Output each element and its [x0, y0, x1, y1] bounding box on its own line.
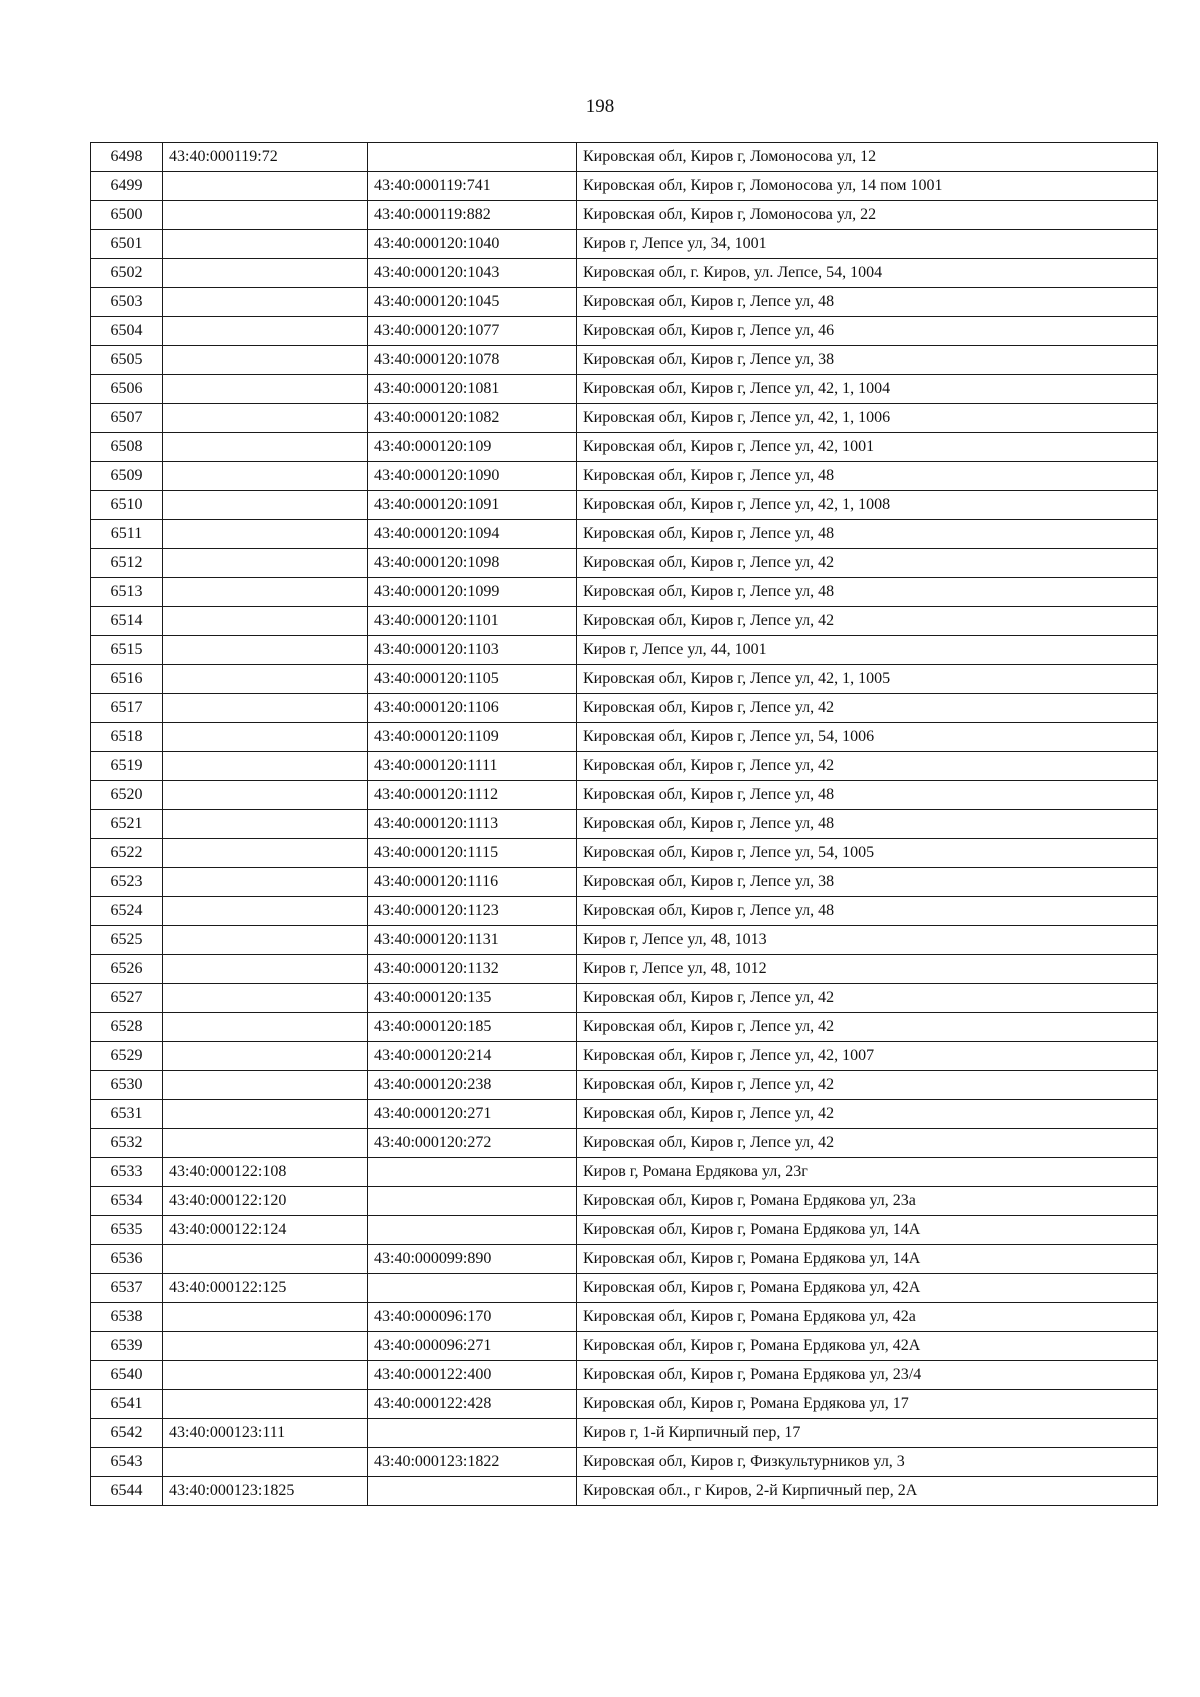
row-number-cell: 6509: [91, 462, 163, 491]
row-number-cell: 6521: [91, 810, 163, 839]
table-row: [91, 1187, 1158, 1216]
land-cadastral-cell: [163, 578, 368, 607]
table-row: [91, 665, 1158, 694]
row-number-cell: 6514: [91, 607, 163, 636]
building-cadastral-cell: 43:40:000120:214: [368, 1042, 577, 1071]
address-cell: Кировская обл, Киров г, Лепсе ул, 38: [577, 868, 1158, 897]
row-number-cell: 6531: [91, 1100, 163, 1129]
building-cadastral-cell: 43:40:000096:170: [368, 1303, 577, 1332]
table-row: [91, 433, 1158, 462]
land-cadastral-cell: [163, 1071, 368, 1100]
table-row: [91, 1042, 1158, 1071]
building-cadastral-cell: 43:40:000122:428: [368, 1390, 577, 1419]
row-number-cell: 6538: [91, 1303, 163, 1332]
row-number-cell: 6520: [91, 781, 163, 810]
row-number-cell: 6526: [91, 955, 163, 984]
building-cadastral-cell: 43:40:000123:1822: [368, 1448, 577, 1477]
table-row: [91, 694, 1158, 723]
address-cell: Кировская обл, Киров г, Лепсе ул, 48: [577, 897, 1158, 926]
building-cadastral-cell: 43:40:000120:1091: [368, 491, 577, 520]
land-cadastral-cell: 43:40:000123:1825: [163, 1477, 368, 1506]
address-cell: Кировская обл, Киров г, Лепсе ул, 38: [577, 346, 1158, 375]
building-cadastral-cell: 43:40:000120:1045: [368, 288, 577, 317]
row-number-cell: 6501: [91, 230, 163, 259]
table-row: [91, 1390, 1158, 1419]
address-cell: Кировская обл, Киров г, Лепсе ул, 48: [577, 288, 1158, 317]
land-cadastral-cell: [163, 317, 368, 346]
table-row: [91, 607, 1158, 636]
land-cadastral-cell: [163, 491, 368, 520]
registry-table: [90, 142, 1158, 1506]
land-cadastral-cell: [163, 1013, 368, 1042]
address-cell: Кировская обл, Киров г, Лепсе ул, 42: [577, 1013, 1158, 1042]
row-number-cell: 6537: [91, 1274, 163, 1303]
building-cadastral-cell: [368, 1187, 577, 1216]
building-cadastral-cell: 43:40:000120:1040: [368, 230, 577, 259]
table-row: [91, 317, 1158, 346]
building-cadastral-cell: 43:40:000119:741: [368, 172, 577, 201]
address-cell: Кировская обл, Киров г, Лепсе ул, 42, 1, 1006: [577, 404, 1158, 433]
table-row: [91, 1477, 1158, 1506]
table-row: [91, 1216, 1158, 1245]
address-cell: Кировская обл, Киров г, Романа Ердякова ул, 14А: [577, 1245, 1158, 1274]
table-row: [91, 839, 1158, 868]
building-cadastral-cell: 43:40:000120:1111: [368, 752, 577, 781]
building-cadastral-cell: [368, 1216, 577, 1245]
row-number-cell: 6503: [91, 288, 163, 317]
row-number-cell: 6499: [91, 172, 163, 201]
building-cadastral-cell: 43:40:000120:1099: [368, 578, 577, 607]
address-cell: Кировская обл, Киров г, Лепсе ул, 42, 1007: [577, 1042, 1158, 1071]
land-cadastral-cell: [163, 520, 368, 549]
address-cell: Кировская обл, Киров г, Ломоносова ул, 22: [577, 201, 1158, 230]
address-cell: Кировская обл, Киров г, Романа Ердякова ул, 14А: [577, 1216, 1158, 1245]
land-cadastral-cell: [163, 1332, 368, 1361]
land-cadastral-cell: [163, 433, 368, 462]
table-row: [91, 1071, 1158, 1100]
table-row: [91, 1332, 1158, 1361]
address-cell: Кировская обл, Киров г, Романа Ердякова ул, 42А: [577, 1332, 1158, 1361]
table-row: [91, 1100, 1158, 1129]
building-cadastral-cell: [368, 1419, 577, 1448]
table-row: [91, 1448, 1158, 1477]
row-number-cell: 6508: [91, 433, 163, 462]
address-cell: Кировская обл, Киров г, Романа Ердякова ул, 17: [577, 1390, 1158, 1419]
building-cadastral-cell: 43:40:000120:1077: [368, 317, 577, 346]
building-cadastral-cell: 43:40:000120:1132: [368, 955, 577, 984]
table-row: [91, 1245, 1158, 1274]
land-cadastral-cell: [163, 984, 368, 1013]
table-row: [91, 926, 1158, 955]
table-row: [91, 1129, 1158, 1158]
building-cadastral-cell: 43:40:000120:1081: [368, 375, 577, 404]
table-row: [91, 897, 1158, 926]
address-cell: Кировская обл, Киров г, Ломоносова ул, 14 пом 1001: [577, 172, 1158, 201]
table-row: [91, 520, 1158, 549]
table-row: [91, 201, 1158, 230]
table-row: [91, 462, 1158, 491]
land-cadastral-cell: [163, 1129, 368, 1158]
land-cadastral-cell: [163, 288, 368, 317]
building-cadastral-cell: 43:40:000120:1109: [368, 723, 577, 752]
row-number-cell: 6543: [91, 1448, 163, 1477]
table-row: [91, 143, 1158, 172]
row-number-cell: 6516: [91, 665, 163, 694]
address-cell: Кировская обл, Киров г, Лепсе ул, 42, 1, 1004: [577, 375, 1158, 404]
land-cadastral-cell: [163, 839, 368, 868]
building-cadastral-cell: [368, 1274, 577, 1303]
row-number-cell: 6517: [91, 694, 163, 723]
row-number-cell: 6529: [91, 1042, 163, 1071]
row-number-cell: 6533: [91, 1158, 163, 1187]
land-cadastral-cell: [163, 404, 368, 433]
building-cadastral-cell: 43:40:000120:1131: [368, 926, 577, 955]
table-row: [91, 781, 1158, 810]
registry-table-body: [91, 143, 1158, 1506]
row-number-cell: 6524: [91, 897, 163, 926]
address-cell: Кировская обл, Киров г, Ломоносова ул, 12: [577, 143, 1158, 172]
land-cadastral-cell: [163, 1390, 368, 1419]
land-cadastral-cell: [163, 346, 368, 375]
building-cadastral-cell: 43:40:000120:1103: [368, 636, 577, 665]
row-number-cell: 6542: [91, 1419, 163, 1448]
table-row: [91, 984, 1158, 1013]
address-cell: Киров г, Романа Ердякова ул, 23г: [577, 1158, 1158, 1187]
row-number-cell: 6518: [91, 723, 163, 752]
address-cell: Кировская обл, Киров г, Лепсе ул, 42: [577, 984, 1158, 1013]
address-cell: Кировская обл, Киров г, Лепсе ул, 42: [577, 1071, 1158, 1100]
address-cell: Кировская обл, Киров г, Романа Ердякова ул, 23/4: [577, 1361, 1158, 1390]
land-cadastral-cell: [163, 868, 368, 897]
table-row: [91, 810, 1158, 839]
building-cadastral-cell: 43:40:000120:1098: [368, 549, 577, 578]
address-cell: Кировская обл, Киров г, Лепсе ул, 46: [577, 317, 1158, 346]
row-number-cell: 6505: [91, 346, 163, 375]
table-row: [91, 868, 1158, 897]
building-cadastral-cell: [368, 1158, 577, 1187]
building-cadastral-cell: 43:40:000120:135: [368, 984, 577, 1013]
land-cadastral-cell: [163, 259, 368, 288]
land-cadastral-cell: [163, 1042, 368, 1071]
address-cell: Кировская обл, Киров г, Лепсе ул, 48: [577, 810, 1158, 839]
table-row: [91, 1361, 1158, 1390]
land-cadastral-cell: [163, 1303, 368, 1332]
row-number-cell: 6500: [91, 201, 163, 230]
address-cell: Кировская обл, Киров г, Лепсе ул, 42, 1, 1008: [577, 491, 1158, 520]
land-cadastral-cell: [163, 636, 368, 665]
address-cell: Кировская обл, Киров г, Лепсе ул, 42: [577, 752, 1158, 781]
building-cadastral-cell: 43:40:000120:1043: [368, 259, 577, 288]
building-cadastral-cell: 43:40:000120:109: [368, 433, 577, 462]
land-cadastral-cell: [163, 549, 368, 578]
building-cadastral-cell: [368, 143, 577, 172]
address-cell: Киров г, 1-й Кирпичный пер, 17: [577, 1419, 1158, 1448]
address-cell: Кировская обл, г. Киров, ул. Лепсе, 54, 1004: [577, 259, 1158, 288]
address-cell: Кировская обл, Киров г, Лепсе ул, 48: [577, 520, 1158, 549]
address-cell: Кировская обл, Киров г, Лепсе ул, 42, 1001: [577, 433, 1158, 462]
row-number-cell: 6504: [91, 317, 163, 346]
address-cell: Кировская обл, Киров г, Лепсе ул, 48: [577, 578, 1158, 607]
building-cadastral-cell: [368, 1477, 577, 1506]
table-row: [91, 172, 1158, 201]
table-row: [91, 375, 1158, 404]
row-number-cell: 6515: [91, 636, 163, 665]
building-cadastral-cell: 43:40:000119:882: [368, 201, 577, 230]
land-cadastral-cell: [163, 1100, 368, 1129]
row-number-cell: 6532: [91, 1129, 163, 1158]
address-cell: Кировская обл, Киров г, Лепсе ул, 42: [577, 607, 1158, 636]
table-row: [91, 723, 1158, 752]
address-cell: Киров г, Лепсе ул, 48, 1013: [577, 926, 1158, 955]
table-row: [91, 1274, 1158, 1303]
land-cadastral-cell: [163, 230, 368, 259]
land-cadastral-cell: 43:40:000119:72: [163, 143, 368, 172]
building-cadastral-cell: 43:40:000120:1078: [368, 346, 577, 375]
building-cadastral-cell: 43:40:000122:400: [368, 1361, 577, 1390]
row-number-cell: 6510: [91, 491, 163, 520]
row-number-cell: 6523: [91, 868, 163, 897]
address-cell: Киров г, Лепсе ул, 44, 1001: [577, 636, 1158, 665]
table-row: [91, 955, 1158, 984]
table-row: [91, 404, 1158, 433]
address-cell: Кировская обл, Киров г, Лепсе ул, 42: [577, 1100, 1158, 1129]
row-number-cell: 6528: [91, 1013, 163, 1042]
table-row: [91, 549, 1158, 578]
row-number-cell: 6536: [91, 1245, 163, 1274]
row-number-cell: 6540: [91, 1361, 163, 1390]
table-row: [91, 1158, 1158, 1187]
table-row: [91, 288, 1158, 317]
building-cadastral-cell: 43:40:000120:1105: [368, 665, 577, 694]
building-cadastral-cell: 43:40:000120:271: [368, 1100, 577, 1129]
building-cadastral-cell: 43:40:000120:238: [368, 1071, 577, 1100]
building-cadastral-cell: 43:40:000120:1094: [368, 520, 577, 549]
address-cell: Кировская обл, Киров г, Лепсе ул, 42: [577, 549, 1158, 578]
row-number-cell: 6522: [91, 839, 163, 868]
land-cadastral-cell: [163, 1448, 368, 1477]
land-cadastral-cell: [163, 201, 368, 230]
land-cadastral-cell: 43:40:000122:120: [163, 1187, 368, 1216]
table-row: [91, 346, 1158, 375]
page-number: 198: [585, 96, 615, 117]
land-cadastral-cell: [163, 607, 368, 636]
land-cadastral-cell: 43:40:000122:125: [163, 1274, 368, 1303]
land-cadastral-cell: [163, 375, 368, 404]
land-cadastral-cell: [163, 955, 368, 984]
table-row: [91, 230, 1158, 259]
row-number-cell: 6512: [91, 549, 163, 578]
address-cell: Киров г, Лепсе ул, 48, 1012: [577, 955, 1158, 984]
row-number-cell: 6498: [91, 143, 163, 172]
land-cadastral-cell: [163, 781, 368, 810]
address-cell: Кировская обл, Киров г, Лепсе ул, 54, 1006: [577, 723, 1158, 752]
row-number-cell: 6507: [91, 404, 163, 433]
address-cell: Кировская обл, Киров г, Лепсе ул, 42, 1, 1005: [577, 665, 1158, 694]
building-cadastral-cell: 43:40:000120:1101: [368, 607, 577, 636]
land-cadastral-cell: [163, 462, 368, 491]
address-cell: Кировская обл, Киров г, Лепсе ул, 42: [577, 1129, 1158, 1158]
building-cadastral-cell: 43:40:000120:1112: [368, 781, 577, 810]
building-cadastral-cell: 43:40:000120:185: [368, 1013, 577, 1042]
land-cadastral-cell: 43:40:000123:111: [163, 1419, 368, 1448]
table-row: [91, 636, 1158, 665]
row-number-cell: 6527: [91, 984, 163, 1013]
table-row: [91, 1013, 1158, 1042]
row-number-cell: 6506: [91, 375, 163, 404]
building-cadastral-cell: 43:40:000120:1116: [368, 868, 577, 897]
row-number-cell: 6539: [91, 1332, 163, 1361]
table-row: [91, 259, 1158, 288]
land-cadastral-cell: [163, 665, 368, 694]
row-number-cell: 6502: [91, 259, 163, 288]
row-number-cell: 6530: [91, 1071, 163, 1100]
building-cadastral-cell: 43:40:000120:1090: [368, 462, 577, 491]
land-cadastral-cell: 43:40:000122:124: [163, 1216, 368, 1245]
address-cell: Кировская обл, Киров г, Лепсе ул, 42: [577, 694, 1158, 723]
row-number-cell: 6519: [91, 752, 163, 781]
address-cell: Кировская обл., г Киров, 2-й Кирпичный пер, 2А: [577, 1477, 1158, 1506]
row-number-cell: 6525: [91, 926, 163, 955]
address-cell: Кировская обл, Киров г, Лепсе ул, 48: [577, 781, 1158, 810]
table-row: [91, 491, 1158, 520]
land-cadastral-cell: [163, 172, 368, 201]
table-row: [91, 1419, 1158, 1448]
address-cell: Кировская обл, Киров г, Романа Ердякова ул, 42а: [577, 1303, 1158, 1332]
row-number-cell: 6534: [91, 1187, 163, 1216]
building-cadastral-cell: 43:40:000120:1082: [368, 404, 577, 433]
land-cadastral-cell: 43:40:000122:108: [163, 1158, 368, 1187]
table-row: [91, 752, 1158, 781]
building-cadastral-cell: 43:40:000120:1115: [368, 839, 577, 868]
address-cell: Кировская обл, Киров г, Романа Ердякова ул, 23а: [577, 1187, 1158, 1216]
row-number-cell: 6541: [91, 1390, 163, 1419]
land-cadastral-cell: [163, 723, 368, 752]
land-cadastral-cell: [163, 810, 368, 839]
building-cadastral-cell: 43:40:000120:272: [368, 1129, 577, 1158]
row-number-cell: 6544: [91, 1477, 163, 1506]
address-cell: Кировская обл, Киров г, Физкультурников ул, 3: [577, 1448, 1158, 1477]
building-cadastral-cell: 43:40:000099:890: [368, 1245, 577, 1274]
building-cadastral-cell: 43:40:000120:1123: [368, 897, 577, 926]
table-row: [91, 578, 1158, 607]
address-cell: Кировская обл, Киров г, Романа Ердякова ул, 42А: [577, 1274, 1158, 1303]
building-cadastral-cell: 43:40:000096:271: [368, 1332, 577, 1361]
row-number-cell: 6511: [91, 520, 163, 549]
row-number-cell: 6513: [91, 578, 163, 607]
row-number-cell: 6535: [91, 1216, 163, 1245]
address-cell: Киров г, Лепсе ул, 34, 1001: [577, 230, 1158, 259]
land-cadastral-cell: [163, 926, 368, 955]
land-cadastral-cell: [163, 1245, 368, 1274]
land-cadastral-cell: [163, 694, 368, 723]
land-cadastral-cell: [163, 752, 368, 781]
address-cell: Кировская обл, Киров г, Лепсе ул, 54, 1005: [577, 839, 1158, 868]
table-row: [91, 1303, 1158, 1332]
land-cadastral-cell: [163, 1361, 368, 1390]
building-cadastral-cell: 43:40:000120:1113: [368, 810, 577, 839]
land-cadastral-cell: [163, 897, 368, 926]
building-cadastral-cell: 43:40:000120:1106: [368, 694, 577, 723]
address-cell: Кировская обл, Киров г, Лепсе ул, 48: [577, 462, 1158, 491]
